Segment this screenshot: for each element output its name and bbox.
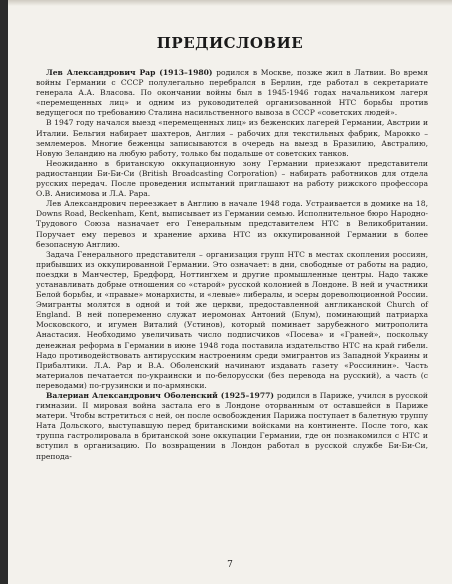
paragraph-person-name: Лев Александрович Рар (1913–1980) (46, 68, 213, 77)
paragraph-person-name: Валериан Александрович Оболенский (1925–1977) (46, 391, 275, 400)
paragraph (36, 118, 428, 158)
paragraph (36, 250, 428, 391)
paragraph (36, 391, 428, 462)
paragraph-text: Неожиданно в британскую оккупационную зону Германии приезжают представители радиостанции Би-Би-Си (British Broadcasting Corporation) – набирать работников для отдела русских передач. После проведения испытаний приглашают на работу рижского профессора О.В. Анисимова и Л.А. Рара. (36, 158, 428, 199)
page-number: 7 (227, 560, 233, 570)
book-page (8, 0, 452, 584)
paragraph (36, 68, 428, 118)
paragraph (36, 199, 428, 249)
body-text (36, 68, 428, 462)
paragraph-text: родился в Москве, позже жил в Латвии. Во время войны Германии с СССР полулегально перебрался в Берлин, где работал в секретариате генерала А.А. Власова. По окончании войны был в 1945-1946 годах начальником лагеря «перемещенных лиц» и одним из руководителей организованной НТС борьбы против ведущегося по требованию Сталина насильственного вывоза в СССР «советских людей». (36, 68, 428, 118)
page-title: ПРЕДИСЛОВИЕ (156, 34, 304, 52)
paragraph (36, 159, 428, 199)
paragraph-text: В 1947 году начался выезд «перемещенных лиц» из беженских лагерей Германии, Австрии и Италии. Бельгия набирает шахтеров, Англия – рабочих для текстильных фабрик, Марокко – землемеров. Многие беженцы записываются в очередь на выезд в Бразилию, Австралию, Новую Зеландию на любую работу, только бы подальше от советских танков. (36, 118, 428, 158)
page-top-edge (8, 0, 452, 6)
paragraph-text: родился в Париже, учился в русской гимназии. II мировая война застала его в Лондоне оторванным от оставшейся в Париже матери. Чтобы встретиться с ней, он после освобождения Парижа поступает в балетную труппу Ната Дольского, выступавшую перед британскими войсками на континенте. После того, как труппа гастролировала в британской зоне оккупации Германии, где он познакомился с НТС и вступил в организацию. По возвращении в Лондон работал в русской службе Би-Би-Си, препода- (36, 391, 428, 461)
paragraph-text: Задача Генерального представителя – организация групп НТС в местах скопления россиян, прибывших из оккупированной Германии. Это означает: в дни, свободные от работы на радио, поездки в Манчестер, Бредфорд, Ноттингхем и другие промышленные центры. Надо также устанавливать добрые отношения со «старой» русской колонией в Лондоне. В ней и участники Белой борьбы, и «правые» монархисты, и «левые» либералы, и эсеры дореволюционной России. Эмигранты молятся в одной и той же церкви, предоставленной англиканской Church of England. В ней попеременно служат иеромонах Антоний (Блум), поминающий патриарха Московского, и игумен Виталий (Устинов), который поминает зарубежного митрополита Анастасия. Необходимо увеличивать число подписчиков «Посева» и «Граней», поскольку денежная реформа в Германии в июне 1948 года поставила издательство НТС на край гибели. Надо противодействовать антирусским настроениям среди эмигрантов из Западной Украины и Прибалтики. Л.А. Рар и В.А. Оболенский начинают издавать газету «Россиянин». Часть материалов печатается по-украински и по-белорусски (без перевода на русский), а часть (с переводами) по-грузински и по-армянски. (36, 249, 428, 390)
paragraph-text: Лев Александрович переезжает в Англию в начале 1948 года. Устраивается в домике на 18, Downs Road, Beckenham, Kent, выписывает из Германии семью. Исполнительное бюро Народно-Трудового Союза назначает его Генеральным представителем НТС в Великобритании. Поручает ему перевоз и хранение архива НТС из оккупированной Германии в более безопасную Англию. (36, 199, 428, 249)
